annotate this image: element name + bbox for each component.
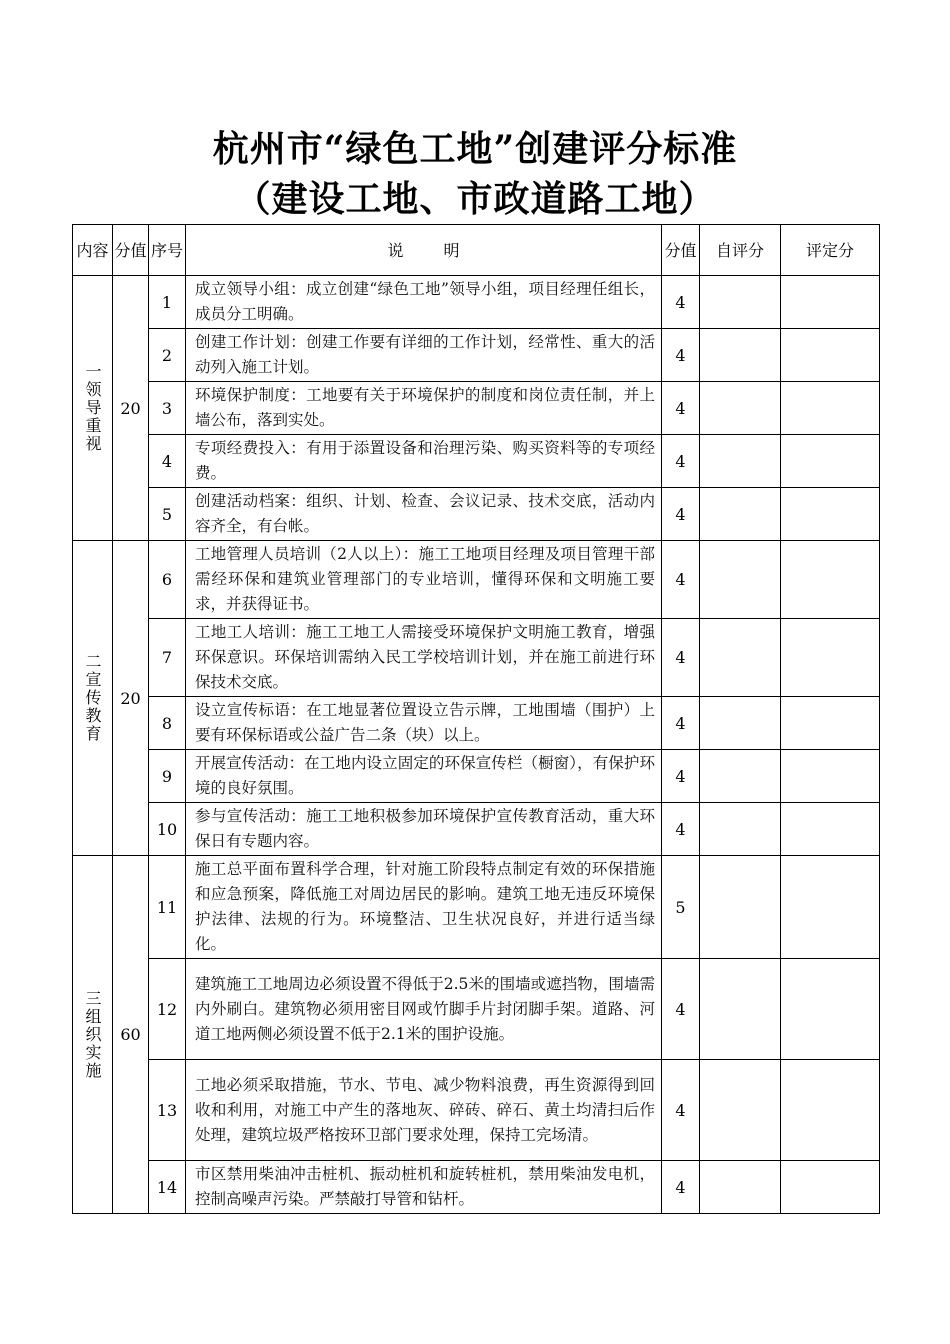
row-score: 4 xyxy=(662,276,700,329)
row-desc: 专项经费投入：有用于添置设备和治理污染、购买资料等的专项经费。 xyxy=(186,435,662,488)
row-seq: 14 xyxy=(149,1161,186,1214)
table-row xyxy=(73,619,880,697)
final-score-cell[interactable] xyxy=(781,959,880,1060)
row-desc: 开展宣传活动：在工地内设立固定的环保宣传栏（橱窗），有保护环境的良好氛围。 xyxy=(186,750,662,803)
final-score-cell[interactable] xyxy=(781,803,880,856)
row-score: 4 xyxy=(662,619,700,697)
row-score: 4 xyxy=(662,1060,700,1161)
row-seq: 10 xyxy=(149,803,186,856)
row-score: 4 xyxy=(662,697,700,750)
row-score: 4 xyxy=(662,435,700,488)
final-score-cell[interactable] xyxy=(781,1161,880,1214)
self-score-cell[interactable] xyxy=(700,276,781,329)
header-seq: 序号 xyxy=(149,225,186,276)
header-self-score: 自评分 xyxy=(700,225,781,276)
table-row xyxy=(73,697,880,750)
final-score-cell[interactable] xyxy=(781,697,880,750)
row-desc: 参与宣传活动：施工工地积极参加环境保护宣传教育活动，重大环保日有专题内容。 xyxy=(186,803,662,856)
row-desc: 环境保护制度：工地要有关于环境保护的制度和岗位责任制，并上墙公布，落到实处。 xyxy=(186,382,662,435)
row-score: 4 xyxy=(662,1161,700,1214)
document-title: 杭州市“绿色工地”创建评分标准 xyxy=(212,128,738,170)
self-score-cell[interactable] xyxy=(700,435,781,488)
final-score-cell[interactable] xyxy=(781,382,880,435)
table-row xyxy=(73,1161,880,1214)
row-desc: 设立宣传标语：在工地显著位置设立告示牌，工地围墙（围护）上要有环保标语或公益广告二条（块）以上。 xyxy=(186,697,662,750)
self-score-cell[interactable] xyxy=(700,382,781,435)
section-name-cell xyxy=(73,856,113,1214)
table-row xyxy=(73,435,880,488)
row-score: 4 xyxy=(662,382,700,435)
self-score-cell[interactable] xyxy=(700,856,781,959)
table-row xyxy=(73,856,880,959)
row-seq: 13 xyxy=(149,1060,186,1161)
table-header-row xyxy=(73,225,880,276)
row-seq: 12 xyxy=(149,959,186,1060)
section-score: 60 xyxy=(113,856,149,1214)
final-score-cell[interactable] xyxy=(781,276,880,329)
row-score: 4 xyxy=(662,488,700,541)
section-name: 二宣传教育 xyxy=(83,653,102,743)
table-row xyxy=(73,750,880,803)
row-desc: 工地管理人员培训（2人以上）：施工工地项目经理及项目管理干部需经环保和建筑业管理部门的专业培训，懂得环保和文明施工要求，并获得证书。 xyxy=(186,541,662,619)
table-row xyxy=(73,541,880,619)
self-score-cell[interactable] xyxy=(700,1060,781,1161)
self-score-cell[interactable] xyxy=(700,697,781,750)
self-score-cell[interactable] xyxy=(700,803,781,856)
self-score-cell[interactable] xyxy=(700,750,781,803)
row-score: 4 xyxy=(662,803,700,856)
table-row xyxy=(73,382,880,435)
self-score-cell[interactable] xyxy=(700,329,781,382)
header-desc: 说明 xyxy=(186,225,662,276)
section-name: 一领导重视 xyxy=(83,363,102,453)
table-row xyxy=(73,329,880,382)
row-seq: 2 xyxy=(149,329,186,382)
row-desc: 创建活动档案：组织、计划、检查、会议记录、技术交底，活动内容齐全，有台帐。 xyxy=(186,488,662,541)
header-final-score: 评定分 xyxy=(781,225,880,276)
table-row xyxy=(73,959,880,1060)
final-score-cell[interactable] xyxy=(781,435,880,488)
row-seq: 3 xyxy=(149,382,186,435)
scoring-table xyxy=(72,224,880,1214)
row-seq: 11 xyxy=(149,856,186,959)
self-score-cell[interactable] xyxy=(700,541,781,619)
section-name-cell xyxy=(73,276,113,541)
table-row xyxy=(73,488,880,541)
row-seq: 6 xyxy=(149,541,186,619)
section-score: 20 xyxy=(113,276,149,541)
row-seq: 9 xyxy=(149,750,186,803)
row-desc: 工地必须采取措施，节水、节电、减少物料浪费，再生资源得到回收和利用，对施工中产生的落地灰、碎砖、碎石、黄土均清扫后作处理，建筑垃圾严格按环卫部门要求处理，保持工完场清。 xyxy=(186,1060,662,1161)
table-row xyxy=(73,1060,880,1161)
row-desc: 成立领导小组：成立创建“绿色工地”领导小组，项目经理任组长，成员分工明确。 xyxy=(186,276,662,329)
table-row xyxy=(73,276,880,329)
final-score-cell[interactable] xyxy=(781,488,880,541)
section-name: 三组织实施 xyxy=(83,989,102,1080)
table-row xyxy=(73,803,880,856)
final-score-cell[interactable] xyxy=(781,750,880,803)
row-desc: 工地工人培训：施工工地工人需接受环境保护文明施工教育，增强环保意识。环保培训需纳入民工学校培训计划，并在施工前进行环保技术交底。 xyxy=(186,619,662,697)
header-score: 分值 xyxy=(113,225,149,276)
row-desc: 创建工作计划：创建工作要有详细的工作计划，经常性、重大的活动列入施工计划。 xyxy=(186,329,662,382)
self-score-cell[interactable] xyxy=(700,488,781,541)
header-item-score: 分值 xyxy=(662,225,700,276)
header-content: 内容 xyxy=(73,225,113,276)
self-score-cell[interactable] xyxy=(700,619,781,697)
row-desc: 施工总平面布置科学合理，针对施工阶段特点制定有效的环保措施和应急预案，降低施工对周边居民的影响。建筑工地无违反环境保护法律、法规的行为。环境整洁、卫生状况良好，并进行适当绿化。 xyxy=(186,856,662,959)
row-seq: 4 xyxy=(149,435,186,488)
row-score: 5 xyxy=(662,856,700,959)
row-seq: 8 xyxy=(149,697,186,750)
row-score: 4 xyxy=(662,329,700,382)
row-score: 4 xyxy=(662,959,700,1060)
row-seq: 7 xyxy=(149,619,186,697)
row-desc: 市区禁用柴油冲击桩机、振动桩机和旋转桩机，禁用柴油发电机，控制高噪声污染。严禁敲打导管和钻杆。 xyxy=(186,1161,662,1214)
row-score: 4 xyxy=(662,541,700,619)
section-score: 20 xyxy=(113,541,149,856)
final-score-cell[interactable] xyxy=(781,856,880,959)
self-score-cell[interactable] xyxy=(700,1161,781,1214)
row-desc: 建筑施工工地周边必须设置不得低于2.5米的围墙或遮挡物，围墙需内外刷白。建筑物必须用密目网或竹脚手片封闭脚手架。道路、河道工地两侧必须设置不低于2.1米的围护设施。 xyxy=(186,959,662,1060)
final-score-cell[interactable] xyxy=(781,1060,880,1161)
final-score-cell[interactable] xyxy=(781,541,880,619)
section-name-cell xyxy=(73,541,113,856)
self-score-cell[interactable] xyxy=(700,959,781,1060)
final-score-cell[interactable] xyxy=(781,619,880,697)
row-seq: 5 xyxy=(149,488,186,541)
document-subtitle: （建设工地、市政道路工地） xyxy=(234,178,716,220)
final-score-cell[interactable] xyxy=(781,329,880,382)
row-score: 4 xyxy=(662,750,700,803)
row-seq: 1 xyxy=(149,276,186,329)
